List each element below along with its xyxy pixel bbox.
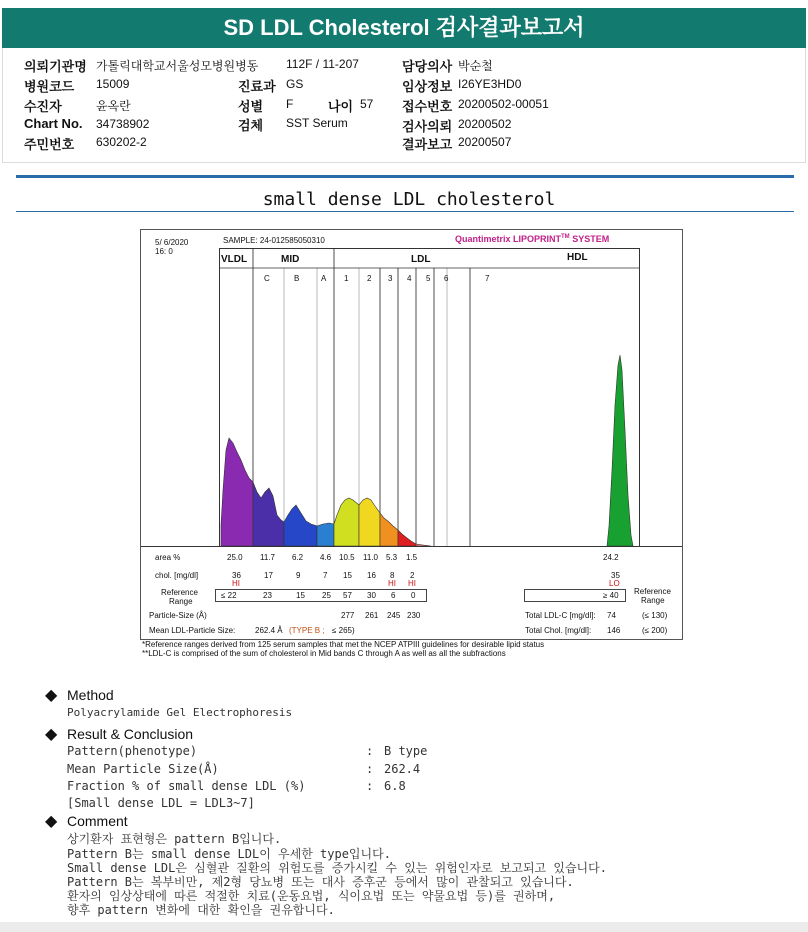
row-label-area: area %	[155, 553, 181, 562]
area-value: 10.5	[339, 553, 355, 562]
area-value: 5.3	[386, 553, 398, 562]
frame-right	[805, 48, 806, 163]
divider-bottom	[16, 211, 794, 212]
region-ldl: LDL	[411, 254, 431, 265]
lipoprint-report	[140, 229, 683, 640]
value-specimen: SST Serum	[286, 116, 348, 130]
band-label: C	[264, 274, 270, 283]
band-label: B	[294, 274, 300, 283]
ref-value: ≤ 22	[221, 591, 237, 600]
result-pattern-value: B type	[384, 744, 428, 758]
type-text: (TYPE B ;	[289, 626, 325, 635]
chol-value: 8	[390, 571, 395, 580]
area-value: 25.0	[227, 553, 243, 562]
mid-c-peak	[253, 482, 284, 546]
ref-label-right-2: Range	[641, 596, 665, 605]
type-ref: ≤ 265)	[332, 626, 355, 635]
band-label: 4	[407, 274, 412, 283]
mid-a-peak	[317, 523, 334, 546]
label-requester: 의뢰기관명	[24, 59, 87, 74]
comment-line: Small dense LDL은 심혈관 질환의 위험도를 증가시킬 수 있는 위험인자로 보고되고 있습니다.	[67, 861, 607, 875]
chol-value: 16	[367, 571, 376, 580]
row-label-mean: Mean LDL-Particle Size:	[149, 626, 236, 635]
comment-line: Pattern B는 small dense LDL이 우세한 type입니다.	[67, 847, 391, 861]
brand-tm: TM	[561, 234, 570, 240]
value-ward: 112F / 11-207	[286, 57, 359, 71]
total-ldl-label: Total LDL-C [mg/dl]:	[525, 611, 596, 620]
result-colon: :	[366, 779, 374, 793]
electropherogram	[141, 230, 682, 550]
total-ldl-ref: (≤ 130)	[642, 611, 668, 620]
ref-label-right: Reference	[634, 587, 671, 596]
total-ldl-value: 74	[607, 611, 616, 620]
value-requester: 가톨릭대학교서울성모병원병동	[96, 59, 259, 73]
diamond-bullet-icon: ◆	[45, 813, 58, 830]
band-label: 6	[444, 274, 449, 283]
result-colon: :	[366, 762, 374, 776]
ldl5-peak	[416, 544, 431, 546]
footnote-2: **LDL-C is comprised of the sum of cholesterol in Mid bands C through A as well as all the subfractions	[142, 649, 506, 658]
diamond-bullet-icon: ◆	[45, 687, 58, 704]
vldl-peak	[221, 438, 253, 546]
region-hdl: HDL	[567, 252, 588, 263]
particle-size: 230	[407, 611, 421, 620]
frame-bottom	[2, 162, 806, 163]
sample-id: SAMPLE: 24-012585050310	[223, 236, 325, 245]
total-chol-value: 146	[607, 626, 621, 635]
label-department: 진료과	[238, 79, 276, 94]
region-vldl: VLDL	[221, 254, 248, 265]
band-label: 7	[485, 274, 490, 283]
method-header: Method	[67, 687, 114, 703]
ref-value: 25	[322, 591, 331, 600]
value-patient: 윤옥란	[96, 99, 131, 113]
label-test-request: 검사의뢰	[402, 119, 453, 134]
label-hospital-code: 병원코드	[24, 79, 75, 94]
result-fraction-value: 6.8	[384, 779, 406, 793]
label-patient: 수진자	[24, 99, 62, 114]
chol-value: 17	[264, 571, 273, 580]
value-age: 57	[360, 97, 374, 111]
chol-value: 15	[343, 571, 352, 580]
area-value: 6.2	[292, 553, 304, 562]
comment-line: 상기환자 표현형은 pattern B입니다.	[67, 832, 282, 846]
area-value: 4.6	[320, 553, 332, 562]
band-label: 1	[344, 274, 349, 283]
value-doctor: 박순철	[458, 59, 493, 73]
ldl1-peak	[334, 498, 359, 546]
label-specimen: 검체	[238, 118, 264, 133]
band-label: 2	[367, 274, 372, 283]
value-clinical-info: I26YE3HD0	[458, 77, 522, 91]
flag-ldl3-hi: HI	[388, 579, 396, 588]
value-chart-no: 34738902	[96, 117, 150, 131]
region-mid: MID	[281, 254, 300, 265]
comment-line: 향후 pattern 변화에 대한 확인을 권유합니다.	[67, 903, 335, 917]
result-label: Mean Particle Size(Å)	[67, 762, 219, 776]
label-chart-no: Chart No.	[24, 116, 83, 131]
section-title: small dense LDL cholesterol	[262, 189, 556, 210]
ref-value: 23	[263, 591, 272, 600]
value-receipt-no: 20200502-00051	[458, 97, 549, 111]
flag-vldl-hi: HI	[232, 579, 240, 588]
report-time: 16: 0	[155, 247, 173, 256]
mean-size-value: 262.4 Å	[255, 626, 283, 635]
footnote-1: *Reference ranges derived from 125 serum samples that met the NCEP ATPIII guidelines for desirable lipid status	[142, 640, 545, 649]
ldl3-peak	[380, 513, 398, 546]
comment-line: Pattern B는 복부비만, 제2형 당뇨병 또는 대사 증후군 등에서 많이 관찰되고 있습니다.	[67, 875, 574, 889]
particle-size: 245	[387, 611, 401, 620]
report-date: 5/ 6/2020	[155, 238, 189, 247]
brand-system: SYSTEM	[569, 234, 610, 244]
report-title: SD LDL Cholesterol 검사결과보고서	[2, 8, 806, 48]
particle-size: 261	[365, 611, 379, 620]
value-resident-no: 630202-2	[96, 135, 147, 149]
label-result-report: 결과보고	[402, 137, 453, 152]
label-resident-no: 주민번호	[24, 137, 75, 152]
total-chol-label: Total Chol. [mg/dl]:	[525, 626, 592, 635]
bottom-band	[0, 922, 808, 932]
flag-hdl-lo: LO	[609, 579, 620, 588]
area-value: 1.5	[406, 553, 418, 562]
value-hospital-code: 15009	[96, 77, 130, 91]
label-clinical-info: 임상정보	[402, 79, 453, 94]
label-sex: 성별	[238, 99, 264, 114]
band-label: 5	[426, 274, 431, 283]
chol-value: 7	[323, 571, 328, 580]
total-chol-ref: (≤ 200)	[642, 626, 668, 635]
mid-b-peak	[284, 505, 317, 546]
hdl-peak	[607, 355, 633, 546]
particle-size: 277	[341, 611, 355, 620]
ref-value: 30	[367, 591, 376, 600]
value-result-report: 20200507	[458, 135, 512, 149]
comment-line: 환자의 임상상태에 따른 적절한 치료(운동요법, 식이요법 또는 약물요법 등)를 권하며,	[67, 889, 556, 903]
comment-header: Comment	[67, 813, 128, 829]
result-header: Result & Conclusion	[67, 726, 194, 742]
diamond-bullet-icon: ◆	[45, 726, 58, 743]
row-label-ref-2: Range	[169, 597, 193, 606]
result-label: Fraction % of small dense LDL (%)	[67, 779, 306, 793]
method-text: Polyacrylamide Gel Electrophoresis	[67, 706, 293, 719]
chol-value: 2	[410, 571, 415, 580]
flag-ldl4-hi: HI	[408, 579, 416, 588]
frame-left	[2, 48, 3, 163]
row-label-ref: Reference	[161, 588, 198, 597]
area-value: 11.0	[363, 553, 378, 562]
result-note: [Small dense LDL = LDL3~7]	[67, 796, 255, 810]
ldl4-peak	[398, 530, 416, 546]
row-label-particle: Particle-Size (Å)	[149, 611, 207, 620]
hdl-area-value: 24.2	[603, 553, 619, 562]
ref-value: 57	[343, 591, 352, 600]
result-label: Pattern(phenotype)	[67, 744, 198, 758]
result-colon: :	[366, 744, 374, 758]
ref-value: 15	[296, 591, 305, 600]
band-label: A	[321, 274, 327, 283]
chol-value: 9	[296, 571, 301, 580]
label-receipt-no: 접수번호	[402, 99, 453, 114]
value-sex: F	[286, 97, 294, 111]
band-label: 3	[388, 274, 393, 283]
hdl-chol-value: 35	[611, 571, 620, 580]
value-test-request: 20200502	[458, 117, 512, 131]
divider-top	[16, 175, 794, 178]
label-age: 나이	[328, 99, 354, 114]
result-mean-size-value: 262.4	[384, 762, 421, 776]
label-doctor: 담당의사	[402, 59, 453, 74]
value-department: GS	[286, 77, 304, 91]
row-label-chol: chol. [mg/dl]	[155, 571, 199, 580]
chol-value: 36	[232, 571, 241, 580]
ref-value: 0	[411, 591, 416, 600]
ref-value: 6	[391, 591, 396, 600]
area-value: 11.7	[260, 553, 275, 562]
brand-name: Quantimetrix LIPOPRINT	[455, 234, 562, 244]
hdl-ref-value: ≥ 40	[603, 591, 619, 600]
ldl2-peak	[359, 498, 380, 546]
